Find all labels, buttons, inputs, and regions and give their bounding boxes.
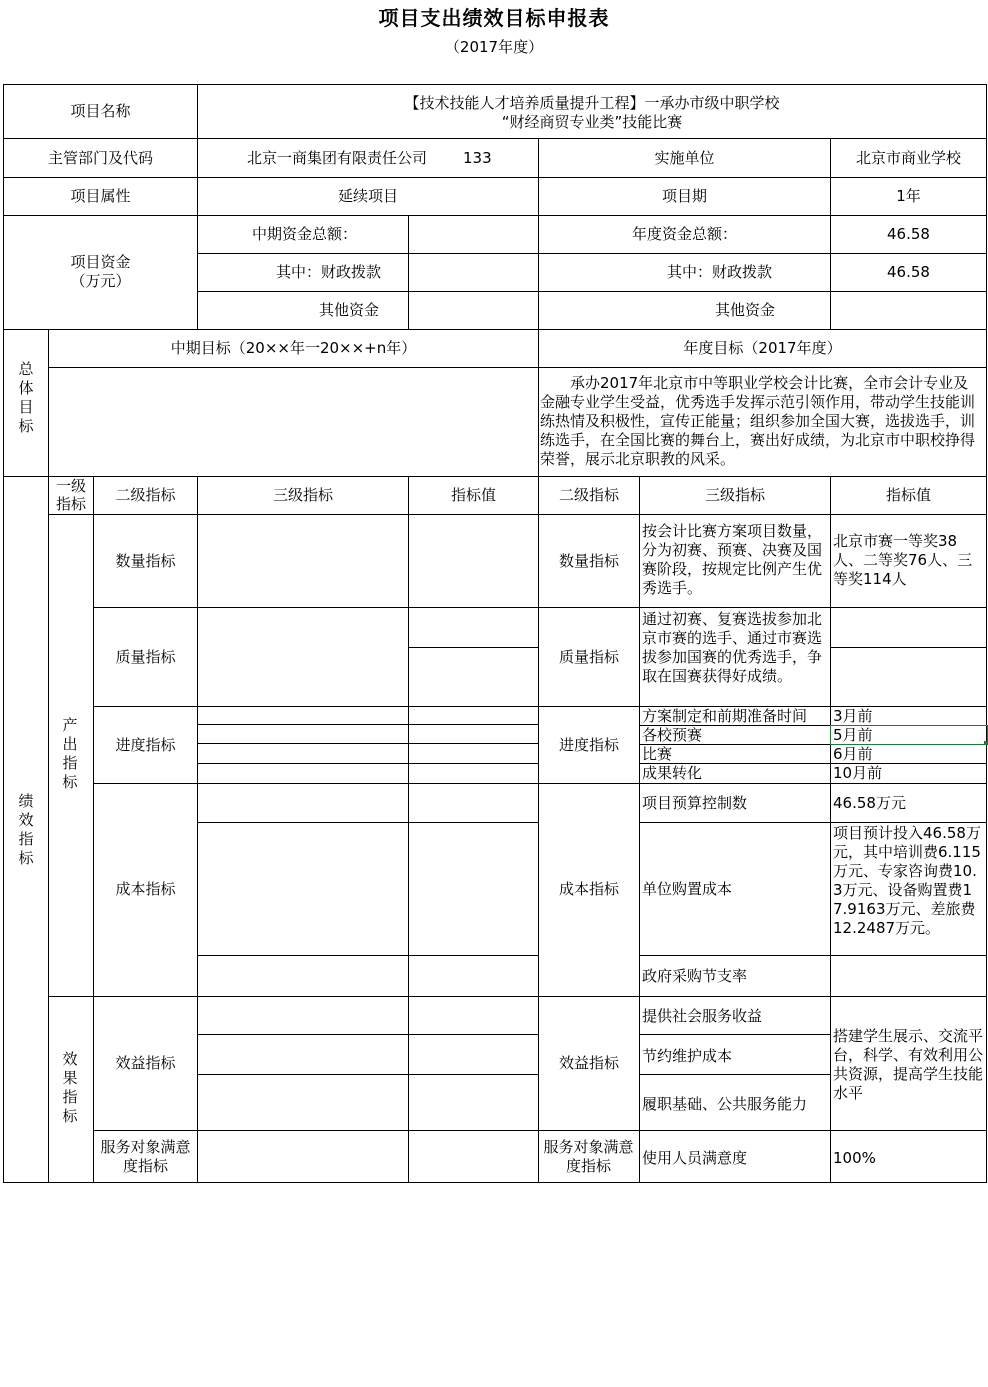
quantity-value: 北京市赛一等奖38人、二等奖76人、三等奖114人 xyxy=(833,532,973,588)
dept-value: 北京一商集团有限责任公司 xyxy=(247,149,428,167)
project-name-line1: 【技术技能人才培养质量提升工程】一承办市级中职学校 xyxy=(404,94,780,112)
quality-l3: 通过初赛、复赛选拔参加北京市赛的选手、通过市赛选拔参加国赛的优秀选手，争取在国赛获得好成绩。 xyxy=(642,610,823,685)
year-fiscal-label: 其中：财政拨款 xyxy=(667,263,773,281)
impl-value: 北京市商业学校 xyxy=(855,149,961,167)
year-goal-text: 承办2017年北京市中等职业学校会计比赛，全市会计专业及金融专业学生受益，优秀选手发挥示范引领作用，带动学生技能训练热情及积极性，宣传正能量；组织参加全国大赛，选拔选手，训练选手，在全国比赛的舞台上，赛出好成绩，为北京市中职校挣得荣誉，展示北京职教的风采。 xyxy=(540,374,976,468)
page-title: 项目支出绩效目标申报表 xyxy=(378,6,610,30)
project-name-label: 项目名称 xyxy=(70,102,131,120)
progress-value-4: 10月前 xyxy=(833,764,883,782)
header-level2-right: 二级指标 xyxy=(558,486,619,504)
dept-code: 133 xyxy=(463,149,492,167)
mid-fiscal-label: 其中：财政拨款 xyxy=(276,263,382,281)
benefit-item-2: 节约维护成本 xyxy=(642,1047,733,1065)
impl-label: 实施单位 xyxy=(654,149,715,167)
header-level1: 一级指标 xyxy=(55,477,86,513)
mid-goal-header: 中期目标（20××年一20××+n年） xyxy=(170,339,417,357)
cost-label-left: 成本指标 xyxy=(115,880,176,898)
satisfaction-label-right: 服务对象满意度指标 xyxy=(543,1138,634,1175)
progress-value-1: 3月前 xyxy=(833,707,873,725)
progress-item-4: 成果转化 xyxy=(642,764,703,782)
progress-value-2[interactable]: 5月前 xyxy=(833,726,873,744)
goal-label: 总体目标 xyxy=(18,360,34,435)
attr-value: 延续项目 xyxy=(337,187,398,205)
header-value-right: 指标值 xyxy=(885,486,931,504)
benefit-label-right: 效益指标 xyxy=(558,1054,619,1072)
progress-item-3: 比赛 xyxy=(642,745,673,763)
cost-label-right: 成本指标 xyxy=(558,880,619,898)
progress-value-3: 6月前 xyxy=(833,745,873,763)
mid-total-label: 中期资金总额： xyxy=(252,225,358,243)
year-total-label: 年度资金总额： xyxy=(632,225,738,243)
benefit-label-left: 效益指标 xyxy=(115,1054,176,1072)
quantity-l3: 按会计比赛方案项目数量，分为初赛、预赛、决赛及国赛阶段，按规定比例产生优秀选手。 xyxy=(642,522,823,597)
quantity-label-left: 数量指标 xyxy=(115,552,176,570)
progress-label-right: 进度指标 xyxy=(558,736,619,754)
header-value-left: 指标值 xyxy=(450,486,496,504)
cost-value-2: 项目预计投入46.58万元，其中培训费6.115万元、专家咨询费10.3万元、设备购置费17.9163万元、差旅费12.2487万元。 xyxy=(833,824,981,937)
quality-label-left: 质量指标 xyxy=(115,648,176,666)
quality-label-right: 质量指标 xyxy=(558,648,619,666)
satisfaction-label-left: 服务对象满意度指标 xyxy=(100,1138,191,1175)
period-label: 项目期 xyxy=(661,187,707,205)
dept-label: 主管部门及代码 xyxy=(47,149,153,167)
cost-item-2: 单位购置成本 xyxy=(642,880,733,898)
output-label: 产出指标 xyxy=(62,716,78,791)
header-level3-left: 三级指标 xyxy=(272,486,333,504)
year-fiscal-value: 46.58 xyxy=(887,263,930,281)
year-goal-header: 年度目标（2017年度） xyxy=(683,339,842,357)
year-other-label: 其他资金 xyxy=(715,301,776,319)
project-name-line2: “财经商贸专业类”技能比赛 xyxy=(501,113,683,131)
progress-item-2: 各校预赛 xyxy=(642,726,703,744)
benefit-item-1: 提供社会服务收益 xyxy=(642,1007,763,1025)
attr-label: 项目属性 xyxy=(70,187,131,205)
progress-label-left: 进度指标 xyxy=(115,736,176,754)
cost-value-1: 46.58万元 xyxy=(833,794,906,812)
cost-item-3: 政府采购节支率 xyxy=(642,967,748,985)
period-value: 1年 xyxy=(896,187,921,205)
mid-other-label: 其他资金 xyxy=(319,301,380,319)
header-level2-left: 二级指标 xyxy=(115,486,176,504)
cost-item-1: 项目预算控制数 xyxy=(642,794,748,812)
header-level3-right: 三级指标 xyxy=(704,486,765,504)
effect-label: 效果指标 xyxy=(62,1050,78,1125)
year-total-value: 46.58 xyxy=(887,225,930,243)
page-subtitle: （2017年度） xyxy=(444,38,544,56)
quantity-label-right: 数量指标 xyxy=(558,552,619,570)
benefit-value: 搭建学生展示、交流平台，科学、有效利用公共资源，提高学生技能水平 xyxy=(833,1027,984,1102)
benefit-item-3: 履职基础、公共服务能力 xyxy=(642,1095,808,1113)
perf-label: 绩效指标 xyxy=(18,792,34,867)
satisfaction-value-1: 100% xyxy=(833,1149,876,1167)
funds-unit: （万元） xyxy=(70,272,131,290)
progress-item-1: 方案制定和前期准备时间 xyxy=(642,707,808,725)
funds-label: 项目资金 xyxy=(70,253,131,271)
fill-handle[interactable] xyxy=(984,741,988,745)
satisfaction-item-1: 使用人员满意度 xyxy=(642,1149,748,1167)
